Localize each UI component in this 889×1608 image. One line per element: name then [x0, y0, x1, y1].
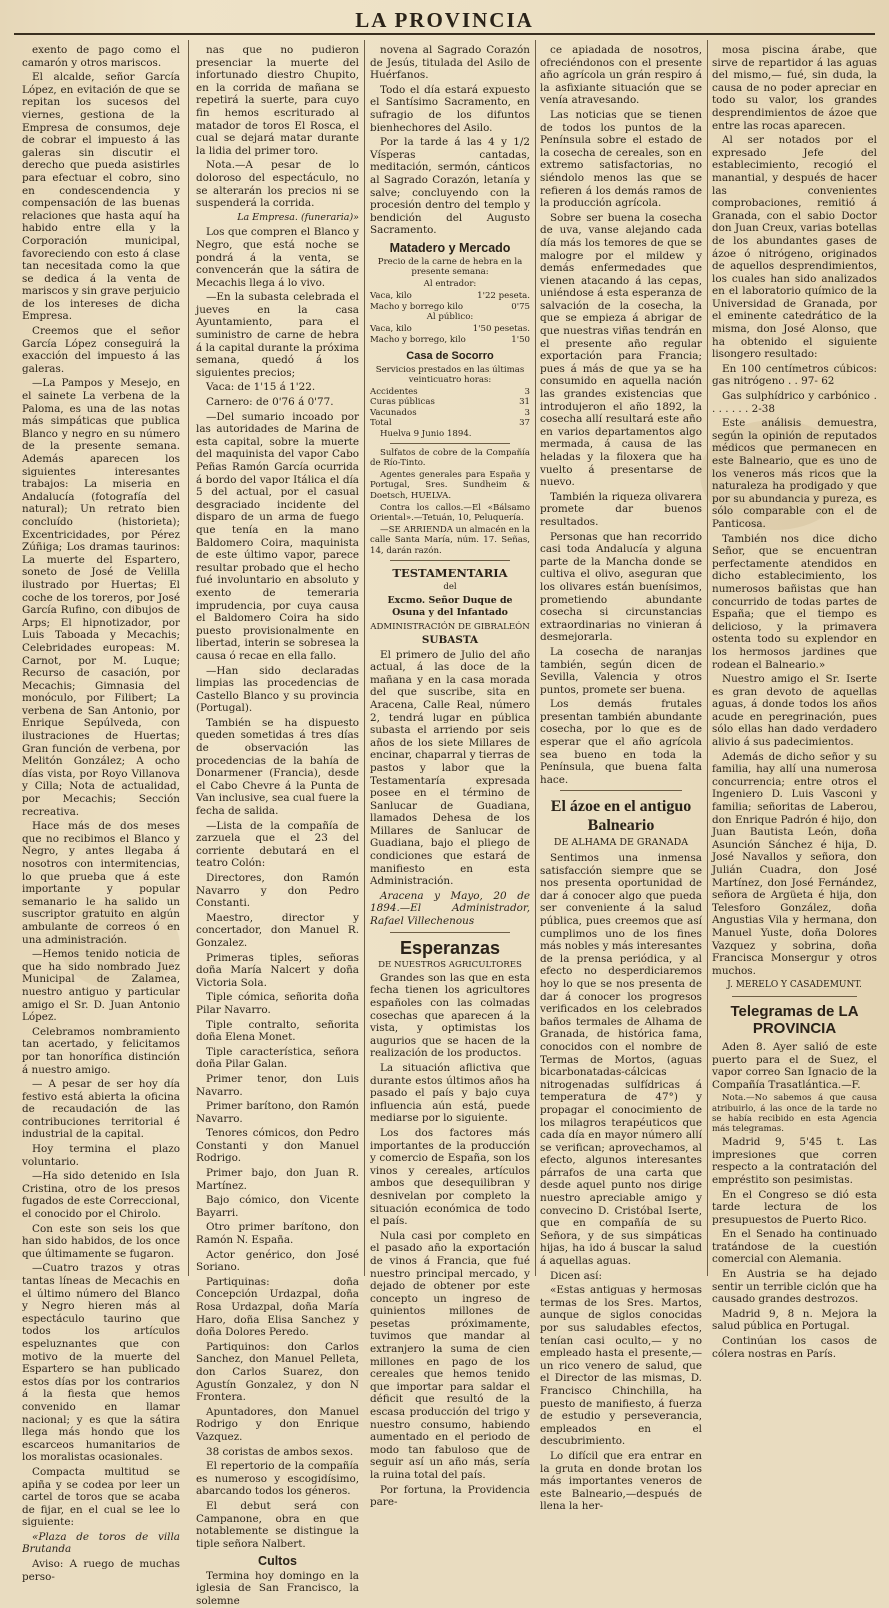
newspaper-title: LA PROVINCIA — [355, 8, 534, 32]
divider — [390, 443, 510, 444]
price-item: Macho y borrego kilo — [370, 301, 464, 312]
column-divider — [188, 40, 189, 1276]
paragraph: Nota.—A pesar de lo doloroso del espectáculo, no se alterarán los precios ni se suspenderá la corrida. — [196, 159, 359, 210]
paragraph: Otro primer barítono, don Ramón N. España. — [196, 1221, 359, 1247]
esperanzas-heading: Esperanzas — [399, 937, 501, 958]
paragraph: Maestro, director y concertador, don Manuel R. Gonzalez. — [196, 911, 359, 949]
paragraph: Sobre ser buena la cosecha de uva, vanse alejando cada día más los temores de que se malogre por el mildew y demás enfermedades que vienen atacando á las cepas, uniéndose á esta esperanza de salvación de la cosecha, la que se empieza á abrigar de que nuestras viñas tendrán en el presente año regular exportación para Francia; pues á más de que ya se ha consumido en aquella nación las grandes existencias que introdujeron el año 1892, la cosecha allí resultará este año en varios departamentos algo mermada, á causa de las heladas y la filoxera que ha vuelto á presentarse de nuevo. — [540, 211, 702, 489]
paragraph: El debut será con Campanone, obra en que notablemente se distingue la tiple señora Nalbert. — [196, 1499, 359, 1550]
ad: Agentes generales para España y Portugal, Sres. Sundheim & Doetsch, HUELVA. — [370, 470, 530, 501]
price-value: 0'75 — [511, 301, 530, 312]
testamentaria-admin: ADMINISTRACIÓN DE GIBRALEÓN — [370, 621, 530, 632]
paragraph: En el Senado ha continuado tratándose de la cuestión comercial con Alemania. — [712, 1228, 877, 1266]
column-2 — [196, 44, 359, 1608]
paragraph: Al ser notados por el expresado Jefe del establecimiento, recogió el manantial, y después de hacer las convenientes comprobaciones, remitió á Granada, con el sabio Doctor don Juan Creux, varias botellas de los abundantes gases de ázoe ó nitrógeno, originados de aquellos desprendimientos, los cuales han sido analizados en el laboratorio químico de la Universidad de Granada, por el eminente catedrático de la misma, don José Alonso, que ha obtenido el siguiente lisongero resultado: — [712, 134, 877, 361]
price-value: 1'50 — [511, 334, 530, 345]
masthead — [0, 0, 889, 34]
paragraph: Continúan los casos de cólera nostras en París. — [712, 1335, 877, 1360]
testamentaria-duque: Excmo. Señor Duque de Osuna y del Infantado — [387, 594, 513, 619]
azoe-heading: El ázoe en el antiguo Balneario — [550, 798, 692, 835]
socorro-value: 31 — [519, 397, 530, 408]
price-value: 1'22 peseta. — [477, 291, 530, 302]
socorro-intro: Servicios prestados en las últimas veinticuatro horas: — [375, 364, 525, 385]
paragraph: Madrid 9, 5'45 t. Las impresiones que corren respecto a la contratación del empréstito son pesimistas. — [712, 1136, 877, 1186]
socorro-value: 3 — [524, 407, 530, 418]
paragraph: La situación aflictiva que durante estos últimos años ha pasado el país y bajo cuya influencia aún está, puede mediarse por lo siguiente. — [370, 1062, 530, 1125]
column-3 — [370, 44, 530, 1509]
matadero-entrador-label: Al entrador: — [423, 278, 477, 289]
paragraph: «Estas antiguas y hermosas termas de los Sres. Martos, aunque de siglos conocidas por sus saludables efectos, tenían casi oculto,— y no empleado hasta el presente,— un rico venero de salud, que el Director de las mismas, D. Francisco Chinchilla, ha puesto de manifiesto, á fuerza de estudio y perseverancia, empleados en el descubrimiento. — [540, 1284, 702, 1448]
analysis-row: Gas sulphídrico y carbónico . . . . . . . 2-38 — [712, 390, 877, 415]
price-row — [370, 302, 530, 312]
paragraph: Sentimos una inmensa satisfacción siempre que se nos presenta oportunidad de dar á conocer algo que pueda ser conveniente á la salud pública, pues creemos que así cumplimos uno de los fines más nobles y más interesantes de la prensa periódica, y al efecto no desperdiciaremos hoy lo que se nos presenta de dar á conocer los progresos verificados en los celebrados baños termales de Alhama de Granada, de histórica fama, conocidos con el nombre de Termas de Mortos, (aguas bicarbonatadas-cálcicas nitrogenadas sulfídricas á temperatura de 47°) y propagar el conocimiento de los milagros terapéuticos que cada día en mayor número allí se verifican; aprovechamos, al efecto, algunos interesantes párrafos de una carta que desde aquel punto nos dirige nuestro apreciable amigo y convecino D. Cristóbal Iserte, que en compañía de su Señora, y de sus simpáticas hijas, ha ido á buscar la salud á aquellas aguas. — [540, 852, 702, 1268]
paragraph: Nula casi por completo en el pasado año la exportación de vinos á Francia, que fué nuestro principal mercado, y dejado de obtener por este concepto un ingreso de quinientos millones de pesetas próximamente, tuvimos que mandar al extranjero la suma de cien millones en pago de los cereales que hemos tenido que importar para saldar el déficit que resultó de la escasa producción del trigo y nuestro consumo, habiendo aumentado en el periodo de modo tan fabuloso que de seguir así un año más, sería la ruina total del país. — [370, 1229, 530, 1481]
paragraph: El repertorio de la compañía es numeroso y escogidísimo, abarcando todos los géneros. — [196, 1460, 359, 1498]
column-divider — [707, 40, 708, 1276]
paragraph: —La Pampos y Mesejo, en el sainete La verbena de la Paloma, es una de las notas más simpáticas que publica Blanco y negro en su número de la presente semana. Además aparecen los siguientes interesantes trabajos: La miseria en Andalucía (fotografía del natural); Un retrato bien concluído (historieta); Excentricidades, por Pérez Zúñiga; Los dramas taurinos: La muerte del Espartero, soneto de José de Velilla ilustrado por Huertas; El coche de los toreros, por José García Rufino, con dibujos de Arps; El hipnotizador, por Luis Taboada y Mecachis; Celebridades europeas: M. Carnot, por M. Luque; Recurso de casación, por Mecachis; Gimnasia del monóculo, por Filibert; La verbena de San Antonio, por Enrique Sepúlveda, con ilustraciones de Huertas; Gran función de verbena, por Melitón González; A ocho días vista, por Royo Villanova y Cilla; Nota de actualidad, por Mecachis; Sección recreativa. — [22, 377, 180, 818]
ad: Contra los callos.—El «Bálsamo Oriental».—Tetuán, 10, Peluquería. — [370, 502, 530, 523]
paragraph: Primer barítono, don Ramón Navarro. — [196, 1100, 359, 1125]
divider — [390, 560, 510, 561]
paragraph: Nota.—No sabemos á que causa atribuirlo, á las once de la tarde no se había recibido en esta Agencia más telegramas. — [712, 1093, 877, 1134]
esperanzas-subheading: DE NUESTROS AGRICULTORES — [378, 959, 522, 970]
socorro-row — [370, 387, 530, 397]
price-value: 1'50 pesetas. — [472, 324, 530, 335]
paragraph: El primero de Julio del año actual, á las doce de la mañana y en la casa morada del que suscribe, sita en Aracena, Calle Real, número 2, tendrá lugar en pública subasta el arriendo por seis años de los siete Millares de encinar, chaparral y tierras de pastos y labor que la Testamentaría expresada posee en el término de Sanlucar de Guadiana, llamados Dehesa de los Millares de Sanlucar de Guadiana, bajo el pliego de condiciones que estará de manifiesto en esta Administración. — [370, 648, 530, 888]
column-divider — [535, 40, 536, 1276]
paragraph: Personas que han recorrido casi toda Andalucía y alguna parte de la Mancha donde se cultiva el olivo, aseguran que los olivares están buenísimos, prometiendo abundante cosecha si circunstancias extraordinarias no vinieran á desmejorarla. — [540, 530, 702, 644]
testamentaria-del: del — [443, 582, 457, 593]
paragraph: — A pesar de ser hoy día festivo está abierta la oficina de recaudación de las contribuciones territorial é industrial de la capital. — [22, 1078, 180, 1141]
price-item: Vaca, kilo — [370, 324, 412, 335]
paragraph: 38 coristas de ambos sexos. — [206, 1445, 354, 1458]
paragraph: Madrid 9, 8 n. Mejora la salud pública en Portugal. — [712, 1307, 877, 1333]
price-item: Vaca, kilo — [370, 291, 412, 302]
paragraph: Los dos factores más importantes de la producción y comercio de España, son los vinos y cereales, artículos ambos que desequilibran y desnivelan por completo la situación económica de todo el país. — [370, 1126, 530, 1228]
paragraph: Primeras tiples, señoras doña María Nalcert y doña Victoria Sola. — [196, 951, 359, 989]
paragraph: Termina hoy domingo en la iglesia de San Francisco, la solemne — [196, 1569, 359, 1608]
socorro-date: Huelva 9 Junio 1894. — [380, 428, 472, 439]
paragraph: Primer tenor, don Luis Navarro. — [196, 1072, 359, 1098]
total-value: 37 — [519, 418, 530, 429]
paragraph: Apuntadores, don Manuel Rodrigo y don Enrique Vazquez. — [196, 1405, 359, 1443]
analysis-row: En 100 centímetros cúbicos: gas nitrógeno . . 97- 62 — [712, 362, 877, 388]
paragraph: Directores, don Ramón Navarro y don Pedro Constanti. — [196, 872, 359, 910]
paragraph: Bajo cómico, don Vicente Bayarri. — [196, 1194, 359, 1219]
ad: Sulfatos de cobre de la Compañía de Río-Tinto. — [370, 447, 530, 468]
paragraph: —Hemos tenido noticia de que ha sido nombrado Juez Municipal de Zalamea, nuestro antiguo y particular amigo el Sr. D. Juan Antonio López. — [22, 948, 180, 1024]
paragraph: —En la subasta celebrada el jueves en la casa Ayuntamiento, para el suministro de carne de hebra á la capital durante la próxima semana, quedó á los siguientes precios; — [196, 291, 359, 379]
paragraph: nas que no pudieron presenciar la muerte del infortunado diestro Chupito, en la corrida de mañana se repetirá la suerte, para cuyo fin hemos escriturado al matador de toros El Rosca, el cual se dejará matar durante la lidia del primer toro. — [196, 44, 359, 157]
cultos-heading: Cultos — [258, 1554, 297, 1569]
socorro-row — [370, 397, 530, 407]
paragraph: Vaca: de 1'15 á 1'22. — [206, 381, 316, 394]
paragraph: —Ha sido detenido en Isla Cristina, otro de los presos fugados de este Correccional, el conocido por el Chirolo. — [22, 1170, 180, 1221]
paragraph: En el Congreso se dió esta tarde lectura de los presupuestos de Puerto Rico. — [712, 1188, 877, 1226]
paragraph: —Cuatro trazos y otras tantas líneas de Mecachis en el último número del Blanco y Negro hieren más al espectáculo taurino que todos los artículos espeluznantes que con motivo de la muerte del Espartero se han publicado estos días por los contrarios á la fiesta que hemos convenido en llamar nacional; y es que la sátira llega más hondo que los escarceos humanitarios de los moralistas ocasionales. — [22, 1262, 180, 1464]
paragraph: exento de pago como el camarón y otros mariscos. — [22, 44, 180, 69]
signature: La Empresa. (funeraria)» — [237, 211, 359, 223]
paragraph: Además de dicho señor y su familia, hay allí una numerosa concurrencia; entre otros el Ingeniero D. Luis Vasconi y familia; señoritas de Laberou, don Enrique Padrón é hijo, don Juan Bautista León, doña Asunción Sánchez é hija, D. José Navallos y señora, don Julián Cuadra, don José Martínez, don José Fernández, señora de Argüeta é hija, don Telesforo González, doña Angustias Vila y hermana, don Manuel Yuste, doña Dolores Vazquez y sobrina, doña Francisca Monsergur y otros muchos. — [712, 750, 877, 977]
socorro-value: 3 — [524, 386, 530, 397]
column-4 — [540, 44, 702, 1513]
paragraph: Hoy termina el plazo voluntario. — [22, 1143, 180, 1168]
price-row — [370, 324, 530, 334]
paragraph: Tenores cómicos, don Pedro Constanti y don Manuel Rodrigo. — [196, 1127, 359, 1165]
subasta-heading: SUBASTA — [421, 633, 479, 646]
paragraph: Todo el día estará expuesto el Santísimo Sacramento, en sufragio de los difuntos bienhechores del Asilo. — [370, 83, 530, 134]
paragraph: Aviso: A ruego de muchas perso- — [22, 1558, 180, 1583]
paragraph: Actor genérico, don José Soriano. — [196, 1248, 359, 1274]
paragraph: Carnero: de 0'76 á 0'77. — [206, 396, 334, 409]
paragraph: Dicen así: — [550, 1269, 602, 1282]
azoe-subheading: DE ALHAMA DE GRANADA — [553, 837, 689, 849]
paragraph: Tiple característica, señora doña Pilar Galan. — [196, 1045, 359, 1071]
paragraph: Los demás frutales presentan también abundante cosecha, por lo que es de esperar que el año agrícola sea bueno en toda la Península, que buena falta hace. — [540, 698, 702, 786]
price-item: Macho y borrego, kilo — [370, 334, 466, 345]
paragraph: Aden 8. Ayer salió de este puerto para el de Suez, el vapor correo San Ignacio de la Compañía Trasatlántica.—F. — [712, 1040, 877, 1091]
paragraph: Las noticias que se tienen de todos los puntos de la Península sobre el estado de la cosecha de cereales, son en extremo satisfactorias, no siéndolo menos las que se refieren á los demás ramos de la producción agrícola. — [540, 108, 702, 210]
socorro-total — [370, 418, 530, 428]
paragraph: La cosecha de naranjas también, según dicen de Sevilla, Valencia y otros puntos, promete ser buena. — [540, 645, 702, 696]
socorro-heading: Casa de Socorro — [406, 349, 494, 362]
telegramas-heading: Telegramas de LA PROVINCIA — [730, 1002, 859, 1037]
paragraph: Celebramos nombramiento tan acertado, y felicitamos por tan honorífica distinción á nuestro amigo. — [22, 1025, 180, 1076]
matadero-intro: Precio de la carne de hebra en la presente semana: — [377, 256, 523, 277]
paragraph: También se ha dispuesto queden sometidas á tres días de observación las procedencias de la bahía de Donarmener (Francia), desde el Cabo Chevre á la Punta de Van inclusive, sea cual fuere la fecha de salida. — [196, 716, 359, 818]
paragraph: ce apiadada de nosotros, ofreciéndonos con el presente año agrícola un grán respiro á la asfixiante situación que se venía atravesando. — [540, 44, 702, 107]
ad: —SE ARRIENDA un almacén en la calle Santa María, núm. 17. Señas, 14, darán razón. — [370, 525, 530, 556]
paragraph: —Lista de la compañía de zarzuela que el 23 del corriente debutará en el teatro Colón: — [196, 819, 359, 870]
column-1 — [22, 44, 180, 1583]
paragraph: También la riqueza olivarera promete dar buenos resultados. — [540, 490, 702, 528]
paragraph: En Austria se ha dejado sentir un terrible ciclón que ha causado grandes destrozos. — [712, 1268, 877, 1306]
paragraph: Tiple contralto, señorita doña Elena Monet. — [196, 1018, 359, 1044]
paragraph: Nuestro amigo el Sr. Iserte es gran devoto de aquellas aguas, á donde todos los años acude en peregrinación, pues sólo ellas han dado verdadero alivio á sus padecimientos. — [712, 673, 877, 749]
paragraph: Lo difícil que era entrar en la gruta en donde brotan los más importantes veneros de este Balneario,—después de llena la her- — [540, 1449, 702, 1513]
paragraph: Grandes son las que en esta fecha tienen los agricultores españoles con las colmadas cosechas que aparecen á la vista, y optimistas los augurios que se hacen de la realización de los productos. — [370, 971, 530, 1060]
paragraph: Por fortuna, la Providencia pare- — [370, 1483, 530, 1509]
price-row — [370, 335, 530, 345]
paragraph: —Del sumario incoado por las autoridades de Marina de esta capital, sobre la muerte del maquinista del vapor Cabo Peñas Ramón García ocurrida á bordo del vapor Itálica el día 5 del actual, por el casual desgraciado incidente del disparo de un arma de fuego que tenía en la mano Baldomero Coira, maquinista de este último vapor, parece resultar probado que el hecho fué involuntario en absoluto y exento de temeraria imprudencia, por cuya causa el Baldomero Coira ha sido puesto provisionalmente en libertad, interin se sobresea la causa ó recae en ella fallo. — [196, 410, 359, 662]
socorro-item: Vacunados — [370, 407, 417, 418]
paragraph: Partiquinos: don Carlos Sanchez, don Manuel Pelleta, don Carlos Suarez, don Agustín Gonzalez, y don N Frontera. — [196, 1340, 359, 1404]
paragraph: Creemos que el señor García López conseguirá la exacción del impuesto á las galeras. — [22, 325, 180, 375]
divider — [390, 932, 510, 933]
paragraph: Hace más de dos meses que no recibimos el Blanco y Negro, y antes llegaba á nosotros con intermitencias, lo que prueba que á este importante y popular semanario le ha salido un suscriptor gratuito en algún ambulante de correos ó en una administración. — [22, 820, 180, 946]
author-signature: J. MERELO Y CASADEMUNT. — [727, 980, 862, 991]
paragraph: Este análisis demuestra, según la opinión de reputados médicos que permanecen en este Balneario, que es uno de los veneros más ricos que la naturaleza ha prodigado y que por su abundancia y pureza, es sólo comparable con el de Panticosa. — [712, 417, 877, 530]
total-label: Total — [370, 418, 392, 429]
paragraph: Por la tarde á las 4 y 1/2 Vísperas cantadas, meditación, sermón, cánticos al Sagrado Corazón, letanía y salve; concluyendo con la procesión dentro del templo y bendición del Augusto Sacramento. — [370, 136, 530, 237]
paragraph: Tiple cómica, señorita doña Pilar Navarro. — [196, 991, 359, 1016]
paragraph: «Plaza de toros de villa Brutanda — [22, 1530, 180, 1556]
matadero-heading: Matadero y Mercado — [389, 240, 511, 255]
paragraph: Compacta multitud se apiña y se codea por leer un cartel de toros que se acaba de fijar, en el cual se lee lo siguiente: — [22, 1465, 180, 1529]
price-row — [370, 291, 530, 301]
masthead-rule — [14, 33, 875, 35]
paragraph: Los que compren el Blanco y Negro, que está noche se pondrá á la venta, se convencerán que la sátira de Mecachis llega á lo vivo. — [196, 226, 359, 289]
paragraph: mosa piscina árabe, que sirve de repartidor á las aguas del mismo,— fué, sin duda, la causa de no poder apreciar en todo su valor, los grandes desprendimientos de ázoe que entre las rocas aparecen. — [712, 44, 877, 132]
paragraph: —Han sido declaradas limpias las procedencias de Castello Blanco y su provincia (Portugal). — [196, 664, 359, 715]
paragraph: Aracena y Mayo, 20 de 1894.—El Administrador, Rafael Villechenous — [370, 889, 530, 928]
paragraph: El alcalde, señor García López, en evitación de que se repitan los sucesos del viernes, gestiona de la Empresa de consumos, deje de cobrar el impuesto á las galeras sin discutir el derecho que pueda asistirles para efectuar el cobro, sino en condescendencia y compensación de las buenas relaciones que hasta aquí ha habido entre ella y la Corporación municipal, favoreciendo con esto á clase tan necesitada como la que se dedica á la venta de mariscos y sin grave perjuicio de los intereses de dicha Empresa. — [22, 71, 180, 323]
paragraph: Partiquinas: doña Concepción Urdazpal, doña Rosa Urdazpal, doña María Haro, doña Elisa Sanchez y doña Dolores Peredo. — [196, 1275, 359, 1339]
socorro-item: Curas públicas — [370, 397, 435, 408]
paragraph: También nos dice dicho Señor, que se encuentran perfectamente atendidos en dicho establecimiento, los numerosos bañistas que han concurrido de todas partes de España; que el tiempo es delicioso, y la primavera ostenta todo su explendor en los hermosos jardines que rodean el Balneario.» — [712, 532, 877, 671]
paragraph: Primer bajo, don Juan R. Martínez. — [196, 1167, 359, 1192]
socorro-row — [370, 408, 530, 418]
divider — [560, 790, 682, 791]
column-divider — [364, 40, 365, 1276]
matadero-publico-label: Al público: — [426, 311, 474, 322]
paragraph: novena al Sagrado Corazón de Jesús, titulada del Asilo de Huérfanos. — [370, 44, 530, 82]
socorro-item: Accidentes — [370, 386, 418, 397]
divider — [732, 996, 857, 997]
testamentaria-heading: TESTAMENTARIA — [392, 565, 508, 580]
paragraph: Con este son seis los que han sido habidos, de los once que últimamente se fugaron. — [22, 1222, 180, 1260]
column-5 — [712, 44, 877, 1360]
